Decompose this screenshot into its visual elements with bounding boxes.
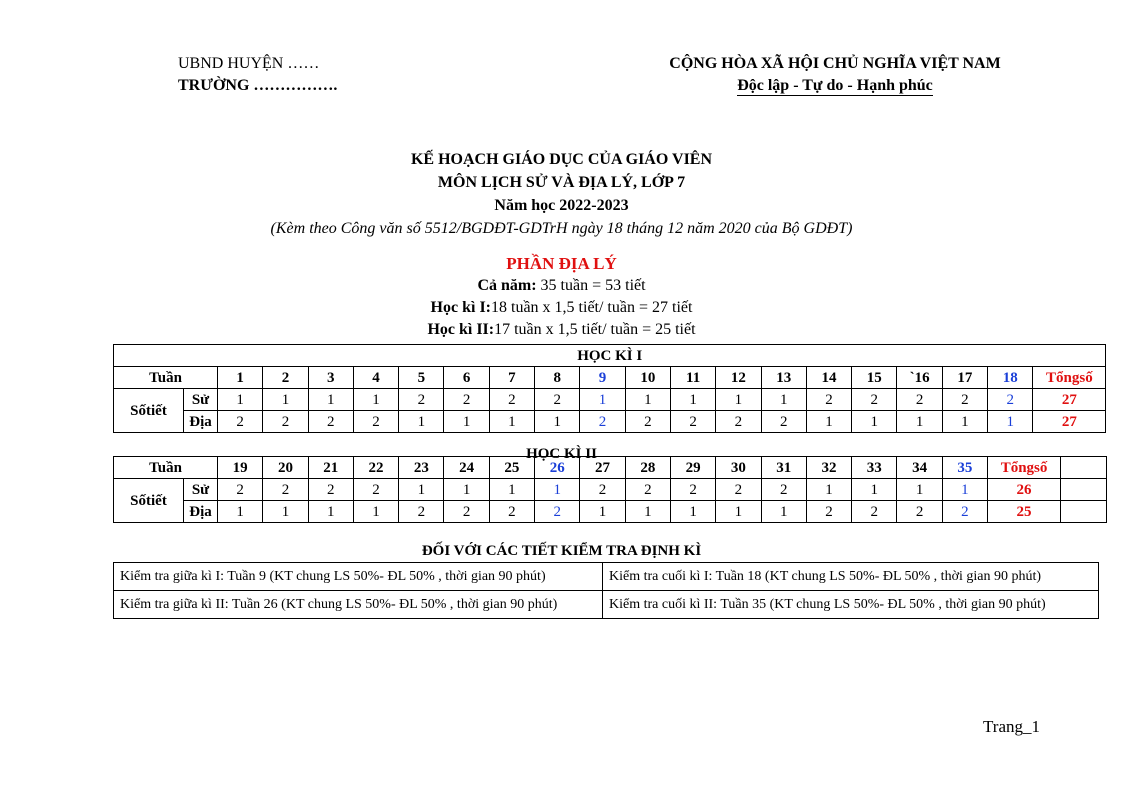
- su-count-cell: 1: [308, 389, 353, 411]
- week-cell: 3: [308, 367, 353, 389]
- su-count-cell: 1: [942, 479, 987, 501]
- su-count-cell: 1: [263, 389, 308, 411]
- week-cell: 11: [670, 367, 715, 389]
- su-count-cell: 1: [761, 389, 806, 411]
- count-label: Sốtiết: [114, 389, 184, 433]
- dia-label: Địa: [184, 501, 218, 523]
- hk2-title: HỌC KÌ II: [526, 446, 597, 462]
- week-cell: 24: [444, 457, 489, 479]
- dia-count-cell: 1: [942, 411, 987, 433]
- week-cell: 33: [852, 457, 897, 479]
- dia-count-cell: 2: [625, 411, 670, 433]
- week-cell: 35: [942, 457, 987, 479]
- dia-count-cell: 2: [353, 411, 398, 433]
- su-count-cell: 1: [489, 479, 534, 501]
- dia-count-cell: 2: [806, 501, 851, 523]
- dia-total-cell: 27: [1033, 411, 1106, 433]
- week-cell: 18: [988, 367, 1033, 389]
- week-cell: 21: [308, 457, 353, 479]
- week-cell: 20: [263, 457, 308, 479]
- hk2-schedule-table: [113, 456, 1107, 523]
- week-cell: 8: [535, 367, 580, 389]
- week-cell: 1: [218, 367, 263, 389]
- hk1-su-row: [114, 389, 1106, 411]
- su-total-cell: 27: [1033, 389, 1106, 411]
- week-cell: 22: [353, 457, 398, 479]
- dia-count-cell: 2: [852, 501, 897, 523]
- su-count-cell: 1: [897, 479, 942, 501]
- dia-count-cell: 1: [399, 411, 444, 433]
- su-count-cell: 2: [806, 389, 851, 411]
- dia-count-cell: 2: [535, 501, 580, 523]
- title-line-1: KẾ HOẠCH GIÁO DỤC CỦA GIÁO VIÊN: [410, 151, 713, 168]
- week-cell: 23: [399, 457, 444, 479]
- exam-section-title: ĐỐI VỚI CÁC TIẾT KIỂM TRA ĐỊNH KÌ: [421, 543, 702, 559]
- country-name: CỘNG HÒA XÃ HỘI CHỦ NGHĨA VIỆT NAM: [669, 55, 1001, 72]
- su-count-cell: 1: [399, 479, 444, 501]
- su-count-cell: 1: [580, 389, 625, 411]
- week-cell: 17: [942, 367, 987, 389]
- header-left: [178, 53, 337, 97]
- su-count-cell: 2: [942, 389, 987, 411]
- dia-count-cell: 2: [399, 501, 444, 523]
- hk1-week-row: [114, 367, 1106, 389]
- district-label: UBND HUYỆN ……: [178, 55, 320, 72]
- week-cell: 32: [806, 457, 851, 479]
- exam-table: [113, 562, 1099, 619]
- week-cell: 19: [218, 457, 263, 479]
- dia-count-cell: 1: [444, 411, 489, 433]
- dia-count-cell: 1: [806, 411, 851, 433]
- week-cell: 26: [535, 457, 580, 479]
- school-year: Năm học 2022-2023: [494, 197, 629, 214]
- su-count-cell: 1: [625, 389, 670, 411]
- week-cell: 25: [489, 457, 534, 479]
- hk2-su-row: [114, 479, 1107, 501]
- week-label: Tuần: [114, 367, 218, 389]
- dia-count-cell: 1: [852, 411, 897, 433]
- empty-cell: [1061, 457, 1107, 479]
- su-count-cell: 1: [670, 389, 715, 411]
- week-cell: 34: [897, 457, 942, 479]
- dia-count-cell: 1: [988, 411, 1033, 433]
- dia-count-cell: 2: [670, 411, 715, 433]
- total-label: Tổngsố: [1033, 367, 1106, 389]
- hk2-dia-row: [114, 501, 1107, 523]
- dia-count-cell: 2: [444, 501, 489, 523]
- su-count-cell: 2: [489, 389, 534, 411]
- dia-count-cell: 1: [897, 411, 942, 433]
- su-label: Sử: [184, 389, 218, 411]
- dia-count-cell: 2: [489, 501, 534, 523]
- dia-count-cell: 2: [942, 501, 987, 523]
- week-cell: 7: [489, 367, 534, 389]
- su-count-cell: 2: [852, 389, 897, 411]
- dia-count-cell: 2: [716, 411, 761, 433]
- dia-count-cell: 1: [535, 411, 580, 433]
- week-cell: 31: [761, 457, 806, 479]
- year-summary: Cả năm: 35 tuần = 53 tiết: [477, 277, 646, 294]
- su-count-cell: 2: [353, 479, 398, 501]
- dia-count-cell: 2: [263, 411, 308, 433]
- page-number: Trang_1: [983, 717, 1040, 736]
- national-motto: Độc lập - Tự do - Hạnh phúc: [737, 77, 933, 94]
- dia-label: Địa: [184, 411, 218, 433]
- dia-count-cell: 2: [580, 411, 625, 433]
- su-count-cell: 1: [716, 389, 761, 411]
- su-count-cell: 2: [761, 479, 806, 501]
- su-count-cell: 1: [806, 479, 851, 501]
- exam-row: [114, 563, 1099, 591]
- part-info: [0, 253, 1123, 341]
- week-cell: 10: [625, 367, 670, 389]
- part-name: PHẦN ĐỊA LÝ: [506, 254, 617, 273]
- su-count-cell: 2: [716, 479, 761, 501]
- title-line-2: MÔN LỊCH SỬ VÀ ĐỊA LÝ, LỚP 7: [437, 174, 686, 191]
- hk1-title: HỌC KÌ I: [114, 345, 1106, 367]
- dia-count-cell: 2: [897, 501, 942, 523]
- dia-count-cell: 1: [308, 501, 353, 523]
- total-label: Tổngsố: [988, 457, 1061, 479]
- dia-count-cell: 2: [218, 411, 263, 433]
- dia-count-cell: 1: [263, 501, 308, 523]
- hk1-schedule-table: [113, 344, 1106, 433]
- week-cell: 13: [761, 367, 806, 389]
- su-total-cell: 26: [988, 479, 1061, 501]
- dia-count-cell: 1: [218, 501, 263, 523]
- su-count-cell: 2: [218, 479, 263, 501]
- week-cell: 12: [716, 367, 761, 389]
- dia-count-cell: 1: [761, 501, 806, 523]
- empty-cell: [1061, 479, 1107, 501]
- week-cell: 30: [716, 457, 761, 479]
- su-count-cell: 2: [263, 479, 308, 501]
- su-count-cell: 1: [852, 479, 897, 501]
- su-count-cell: 2: [444, 389, 489, 411]
- reference-note: (Kèm theo Công văn số 5512/BGDĐT-GDTrH ngày 18 tháng 12 năm 2020 của Bộ GDĐT): [270, 220, 853, 237]
- midterm-2-cell: Kiểm tra giữa kì II: Tuần 26 (KT chung LS 50%- ĐL 50% , thời gian 90 phút): [114, 591, 603, 619]
- dia-count-cell: 2: [308, 411, 353, 433]
- week-cell: 6: [444, 367, 489, 389]
- su-count-cell: 1: [444, 479, 489, 501]
- dia-count-cell: 1: [670, 501, 715, 523]
- school-label: TRƯỜNG …………….: [178, 77, 338, 94]
- week-cell: 29: [670, 457, 715, 479]
- dia-total-cell: 25: [988, 501, 1061, 523]
- empty-cell: [1061, 501, 1107, 523]
- final-1-cell: Kiểm tra cuối kì I: Tuần 18 (KT chung LS 50%- ĐL 50% , thời gian 90 phút): [603, 563, 1099, 591]
- week-cell: 4: [353, 367, 398, 389]
- week-cell: `16: [897, 367, 942, 389]
- hk2-summary: Học kì II:17 tuần x 1,5 tiết/ tuần = 25 tiết: [427, 321, 696, 338]
- week-cell: 28: [625, 457, 670, 479]
- week-cell: 15: [852, 367, 897, 389]
- su-count-cell: 2: [897, 389, 942, 411]
- week-cell: 5: [399, 367, 444, 389]
- dia-count-cell: 1: [353, 501, 398, 523]
- su-count-cell: 2: [580, 479, 625, 501]
- exam-row: [114, 591, 1099, 619]
- hk1-summary: Học kì I:18 tuần x 1,5 tiết/ tuần = 27 tiết: [430, 299, 693, 316]
- week-cell: 27: [580, 457, 625, 479]
- su-count-cell: 2: [535, 389, 580, 411]
- su-count-cell: 2: [670, 479, 715, 501]
- document-title: [0, 148, 1123, 240]
- count-label: Sốtiết: [114, 479, 184, 523]
- su-count-cell: 2: [308, 479, 353, 501]
- midterm-1-cell: Kiểm tra giữa kì I: Tuần 9 (KT chung LS 50%- ĐL 50% , thời gian 90 phút): [114, 563, 603, 591]
- dia-count-cell: 1: [716, 501, 761, 523]
- su-count-cell: 2: [988, 389, 1033, 411]
- dia-count-cell: 1: [625, 501, 670, 523]
- su-count-cell: 1: [535, 479, 580, 501]
- su-count-cell: 1: [218, 389, 263, 411]
- week-cell: 14: [806, 367, 851, 389]
- hk1-dia-row: [114, 411, 1106, 433]
- hk2-week-row: [114, 457, 1107, 479]
- week-cell: 9: [580, 367, 625, 389]
- week-label: Tuần: [114, 457, 218, 479]
- su-count-cell: 2: [625, 479, 670, 501]
- su-count-cell: 1: [353, 389, 398, 411]
- su-count-cell: 2: [399, 389, 444, 411]
- final-2-cell: Kiểm tra cuối kì II: Tuần 35 (KT chung LS 50%- ĐL 50% , thời gian 90 phút): [603, 591, 1099, 619]
- header-right: [640, 53, 1030, 97]
- dia-count-cell: 1: [580, 501, 625, 523]
- su-label: Sử: [184, 479, 218, 501]
- week-cell: 2: [263, 367, 308, 389]
- dia-count-cell: 1: [489, 411, 534, 433]
- dia-count-cell: 2: [761, 411, 806, 433]
